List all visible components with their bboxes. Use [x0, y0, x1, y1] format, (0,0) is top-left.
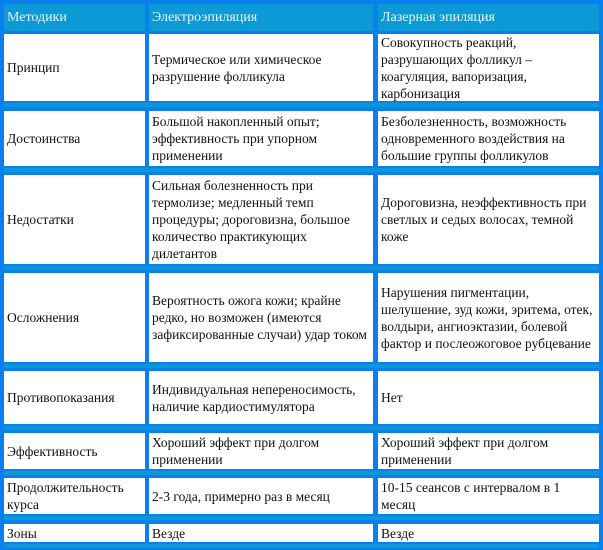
cell-text: Термическое или химическое разрушение фолликула — [152, 51, 322, 84]
row-label: Принцип — [7, 60, 60, 75]
header-cell-electro — [149, 4, 373, 31]
row-separator — [4, 364, 599, 368]
row-separator — [4, 426, 599, 430]
cell-text: Хороший эффект при долгом применении — [152, 435, 320, 467]
header-label: Лазерная эпиляция — [381, 10, 495, 25]
row-label: Зоны — [7, 525, 37, 541]
row-separator — [4, 103, 599, 107]
row-label-cell — [4, 273, 145, 362]
cell-text: 10-15 сеансов с интервалом в 1 месяц — [381, 480, 561, 512]
electro-cell — [149, 371, 373, 424]
laser-cell — [378, 175, 599, 264]
cell-text: Дороговизна, неэффективность при светлых и седых волосах, темной коже — [381, 195, 587, 244]
cell-text: Безболезненность, возможность одновременного воздействия на большие группы фолликулов — [381, 114, 567, 163]
electro-cell — [149, 273, 373, 362]
electro-cell — [149, 111, 373, 166]
electro-cell — [149, 524, 373, 542]
laser-cell — [378, 111, 599, 166]
cell-text: 2-3 года, примерно раз в месяц — [152, 488, 330, 504]
header-label: Электроэпиляция — [152, 10, 258, 25]
row-label-cell — [4, 175, 145, 264]
row-separator — [4, 168, 599, 172]
electro-cell — [149, 175, 373, 264]
laser-cell — [378, 34, 599, 101]
header-cell-methods — [4, 4, 145, 31]
row-label-cell — [4, 524, 145, 542]
row-label-cell — [4, 111, 145, 166]
laser-cell — [378, 433, 599, 469]
cell-text: Сильная болезненность при термолизе; медленный темп процедуры; дороговизна, большое количество практикующих дилетантов — [152, 178, 350, 261]
row-label-cell — [4, 433, 145, 469]
row-label: Эффективность — [7, 443, 98, 459]
row-label: Осложнения — [7, 310, 80, 325]
row-separator — [4, 266, 599, 270]
cell-text: Везде — [152, 525, 186, 541]
row-label: Недостатки — [7, 212, 74, 227]
electro-cell — [149, 478, 373, 514]
cell-text: Нет — [381, 390, 403, 405]
cell-text: Большой накопленный опыт; эффективность при упорном применении — [152, 114, 320, 163]
cell-text: Индивидуальная непереносимость, наличие кардиостимулятора — [152, 381, 356, 414]
laser-cell — [378, 524, 599, 542]
row-label: Достоинства — [7, 131, 81, 146]
header-label: Методики — [7, 10, 67, 25]
cell-text: Совокупность реакций, разрушающих фолликул – коагуляция, вапоризация, карбонизация — [381, 34, 533, 101]
laser-cell — [378, 371, 599, 424]
cell-text: Везде — [381, 525, 415, 541]
electro-cell — [149, 34, 373, 101]
row-label-cell — [4, 371, 145, 424]
cell-text: Нарушения пигментации, шелушение, зуд кожи, эритема, отек, волдыри, ангиоэктазии, болевой фактор и послеожоговое рубцевание — [381, 284, 593, 351]
header-cell-laser — [378, 4, 599, 31]
row-separator — [4, 471, 599, 475]
row-label-cell — [4, 34, 145, 101]
row-label: Продолжительность курса — [7, 480, 124, 512]
laser-cell — [378, 478, 599, 514]
row-separator — [4, 544, 599, 548]
cell-text: Хороший эффект при долгом применении — [381, 435, 549, 467]
electro-cell — [149, 433, 373, 469]
row-label: Противопоказания — [7, 390, 115, 405]
row-separator — [4, 516, 599, 520]
laser-cell — [378, 273, 599, 362]
cell-text: Вероятность ожога кожи; крайне редко, но возможен (имеются зафиксированные случаи) удар током — [152, 293, 367, 342]
row-label-cell — [4, 478, 145, 514]
